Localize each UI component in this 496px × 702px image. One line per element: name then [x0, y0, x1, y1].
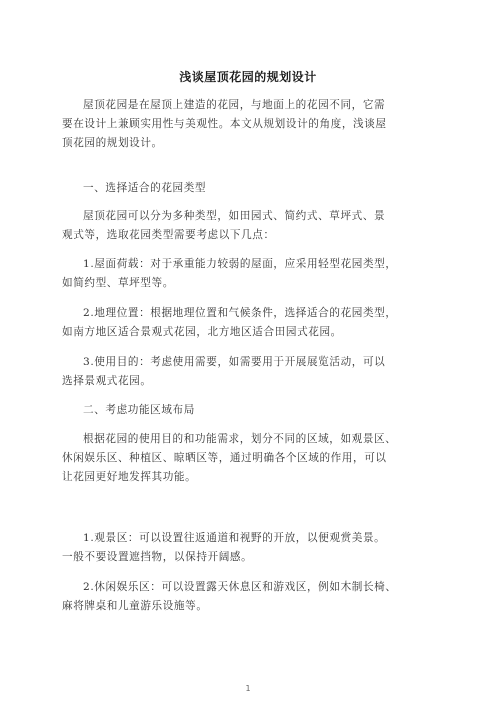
paragraph-line: 麻将牌桌和儿童游乐设施等。: [62, 600, 208, 612]
section-heading-1: [62, 179, 442, 198]
paragraph-line: 顶花园的规划设计。: [62, 137, 163, 149]
list-item-roof-load: [62, 255, 442, 293]
list-item-location: [62, 304, 442, 342]
document-title: 浅谈屋顶花园的规划设计: [179, 70, 317, 84]
paragraph-line: 要在设计上兼顾实用性与美观性。本文从规划设计的角度，浅谈屋: [62, 118, 387, 130]
paragraph-line: 2.地理位置：根据地理位置和气候条件，选择适合的花园类型，: [83, 307, 397, 319]
paragraph-line: 一般不要设置遮挡物，以保持开阔感。: [62, 551, 253, 563]
paragraph-line: 如南方地区适合景观式花园，北方地区适合田园式花园。: [62, 326, 342, 338]
paragraph-line: 3.使用目的：考虑使用需要，如需要用于开展展览活动，可以: [83, 356, 386, 368]
paragraph-functional-areas: [62, 430, 442, 487]
section-heading-2: [62, 401, 442, 420]
paragraph-intro: [62, 96, 442, 153]
paragraph-line: 1.屋面荷载：对于承重能力较弱的屋面，应采用轻型花园类型，: [83, 258, 397, 270]
paragraph-line: 根据花园的使用目的和功能需求，划分不同的区域，如观景区、: [83, 433, 397, 445]
paragraph-line: 屋顶花园可以分为多种类型，如田园式、简约式、草坪式、景: [83, 210, 386, 222]
section-heading-text: 二、考虑功能区域布局: [83, 404, 195, 416]
paragraph-line: 如简约型、草坪型等。: [62, 277, 174, 289]
paragraph-line: 选择景观式花园。: [62, 375, 152, 387]
page-number: 1: [245, 684, 251, 693]
paragraph-line: 2.休闲娱乐区：可以设置露天休息区和游戏区，例如木制长椅、: [83, 581, 397, 593]
paragraph-line: 休闲娱乐区、种植区、晾晒区等，通过明确各个区域的作用，可以: [62, 452, 387, 464]
paragraph-line: 让花园更好地发挥其功能。: [62, 471, 197, 483]
section-heading-text: 一、选择适合的花园类型: [83, 182, 207, 194]
list-item-purpose: [62, 353, 442, 391]
paragraph-line: 观式等，选取花园类型需要考虑以下几点：: [62, 229, 275, 241]
list-item-viewing-area: [62, 529, 442, 567]
paragraph-garden-types: [62, 207, 442, 245]
paragraph-line: 屋顶花园是在屋顶上建造的花园，与地面上的花园不同，它需: [83, 99, 386, 111]
list-item-leisure-area: [62, 578, 442, 616]
paragraph-line: 1.观景区：可以设置往返通道和视野的开放，以便观赏美景。: [83, 532, 386, 544]
